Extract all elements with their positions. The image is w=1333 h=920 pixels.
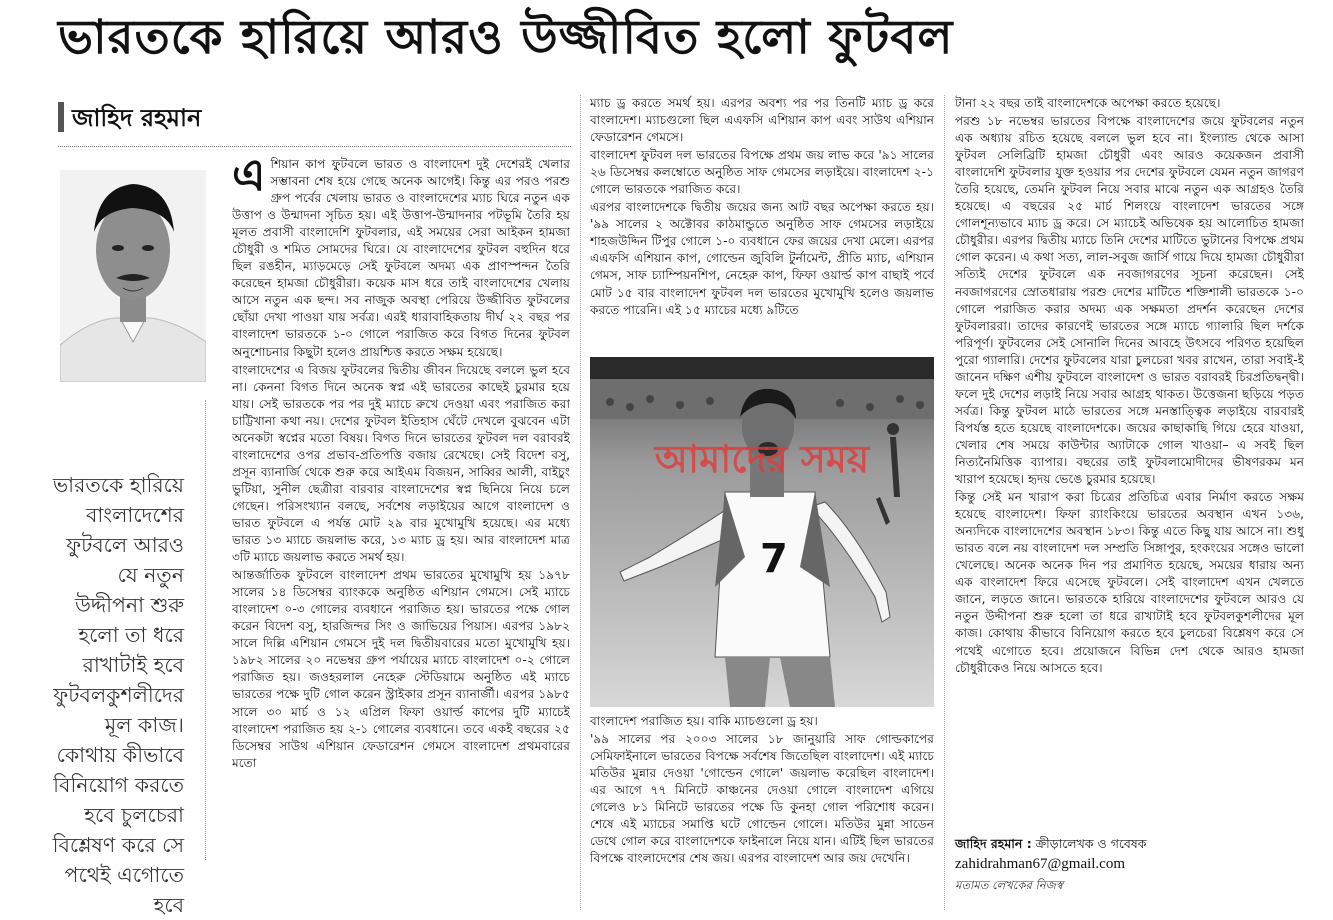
article-column-2 — [590, 95, 934, 355]
column-divider — [944, 95, 945, 910]
article-column-2-continued — [590, 713, 934, 908]
paragraph: কিন্তু সেই মন খারাপ করা চিত্রের প্রতিচিত্র এবার নির্মাণ করতে সক্ষম হয়েছে বাংলাদেশ। ফিফা র‍্যাংকিংয়ে ভারতের অবস্থান এখন ১৩৬, অন্যদিকে বাংলাদেশের অবস্থান ১৮৩। কিন্তু এতে কিছু যায় আসে না। শুধু ভারত বলে নয় বাংলাদেশ দল সম্প্রতি সিঙ্গাপুর, হংকংয়ের সঙ্গেও ভালো খেলেছে। অনেক অনেক দিন পর প্রমাণিত হয়েছে, সময়ের ধারায় অন্য এক বাংলাদেশ ফিরে এসেছে ফুটবলে। সেই বাংলাদেশ এখন খেলতে জানে, লড়তে জানে। ভারতকে হারিয়ে বাংলাদেশের ফুটবলে আরও যে নতুন উদ্দীপনা শুরু হলো তা ধরে রাখাটাই হবে ফুটবলকুশলীদের মূল কাজ। কোথায় কীভাবে বিনিয়োগ করতে হবে চুলচেরা বিশ্লেষণ করে সে পথেই এগোতে হবে। প্রয়োজনে বিভিন্ন দেশ থেকে আরও হামজা চৌধুরীকেও নিয়ে আসতে হবে। — [955, 490, 1304, 675]
paragraph-text: শিয়ান কাপ ফুটবলে ভারত ও বাংলাদেশ দুই দেশেরই খেলার সম্ভাবনা শেষ হয়ে গেছে অনেক আগেই। কিন্তু এর পরও পরশু গ্রুপ পর্বের খেলায় ভারত ও বাংলাদেশের ম্যাচ ঘিরে নতুন এক উত্তাপ ও উন্মাদনা সৃচিত হয়। এই উত্তাপ-উন্মাদনার পটভূমি তৈরি হয় মূলত প্রবাসী বাংলাদেশি ফুটবলার, এই সময়ের সেরা আইকন হামজা চৌধুরী ও শমিত সোমদের ঘিরে। যে বাংলাদেশের ফুটবল বহুদিন ধরে ছিল রঙহীন, ম্যাড়মেড়ে সেই ফুটবলে অদম্য এক প্রাণস্পন্দন তৈরি করেছেন হামজা চৌধুরীরা। কয়েক মাস ধরে তাই বাংলাদেশের খেলায় আসে নতুন এক ছন্দ। সব নাজুক অবস্থা পেরিয়ে উজ্জীবিত ফুটবলের ছোঁয়া দেখা পাওয়া যায় সর্বত্র। এরই ধারাবাহিকতায় দীর্ঘ ২২ বছর পর বাংলাদেশ ভারতকে ১-০ গোলে পরাজিত করে বিগত দিনের ফুটবল অনুশোচনার কিছুটা হলেও প্রায়শ্চিত্ত করতে সক্ষম হয়েছে। — [232, 157, 570, 359]
byline — [58, 100, 298, 136]
paragraph — [232, 156, 570, 361]
article-column-3 — [955, 95, 1304, 823]
article-photo — [590, 357, 934, 707]
paragraph: আন্তর্জাতিক ফুটবলে বাংলাদেশ প্রথম ভারতের মুখোমুখি হয় ১৯৭৮ সালের ১৪ ডিসেম্বর ব্যাংককে অনুষ্ঠিত এশিয়ান গেমসে। সেই ম্যাচে বাংলাদেশ ০-৩ গোলের ব্যবধানে পরাজিত হয়। ভারতের পক্ষে গোল করেন বিদেশ বসু, হারজিন্দর সিং ও জাভিয়ের পিয়াস। এরপর ১৯৮২ সালে দিল্লি এশিয়ান গেমসে দুই দল দ্বিতীয়বারের মতো মুখোমুখি হয়। ১৯৮২ সালের ২০ নভেম্বর গ্রুপ পর্যায়ের ম্যাচে বাংলাদেশ ০-২ গোলে পরাজিত হয়। জওহরলাল নেহেরু স্টেডিয়ামে অনুষ্ঠিত এই ম্যাচে ভারতের পক্ষে দুটি গোল করেন স্ট্রাইকার প্রসূন ব্যানার্জী। এরপর ১৯৮৫ সালে ৩০ মার্চ ও ১২ এপ্রিল ফিফা ওয়ার্ল্ড কাপের দুটি ম্যাচেই বাংলাদেশ পরাজিত হয় ২-১ গোলের ব্যবধানে। তবে একই বছরের ২৫ ডিসেম্বর সাউথ এশিয়ান ফেডারেশন গেমসে বাংলাদেশ প্রথমবারের মতো — [232, 568, 570, 770]
opinion-disclaimer: মতামত লেখকের নিজস্ব — [955, 878, 1063, 892]
column-divider — [580, 95, 581, 910]
author-photo — [60, 170, 206, 382]
paragraph: টানা ২২ বছর তাই বাংলাদেশকে অপেক্ষা করতে হয়েছে। — [955, 96, 1221, 110]
footballer-celebration-image — [590, 357, 934, 707]
watermark-text: আমাদের সময় — [654, 437, 870, 481]
byline-bar — [58, 102, 64, 132]
paragraph: বাংলাদেশ ফুটবল দল ভারতের বিপক্ষে প্রথম জয় লাভ করে '৯১ সালের ২৬ ডিসেম্বর কলম্বোতে অনুষ্ঠিত সাফ গেমসের লড়াইয়ে। বাংলাদেশ ২-১ গোলে ভারতকে পরাজিত করে। — [590, 148, 934, 197]
byline-name: জাহিদ রহমান — [72, 104, 202, 132]
paragraph: বাংলাদেশের এ বিজয় ফুটবলের দ্বিতীয় জীবন দিয়েছে বললে ভুল হবে না। কেননা বিগত দিনে অনেক স্বপ্ন এই ভারতের কাছেই চুরমার হয়ে যায়। সেই ভারতকে পর পর দুই ম্যাচে রুখে দেওয়া এবং পরাজিত করা চাট্টিখানা কথা নয়। দেশের ফুটবল ইতিহাস ঘেঁটে দেখলে বুঝবেন এটা অনেকটা স্বপ্নের মতো বিষয়। বিগত দিনে ভারতের ফুটবল দল বরাবরই বাংলাদেশের ওপর প্রভাব-প্রতিপত্তি বজায় রেখেছে। সেই বিদেশ বসু, প্রসূন ব্যানার্জি থেকে শুরু করে আইএম বিজয়ন, সাব্বির আলী, বাইচুং ভুটিয়া, সুনীল ছেত্রীরা বারবার বাংলাদেশের স্বপ্ন ছিনিয়ে নিয়ে চলে গেছেন। পরিসংখ্যান বলছে, সর্বশেষ লড়াইয়ের আগে বাংলাদেশ ও ভারত ফুটবলে এ পর্যন্ত মোট ২৯ বার মুখোমুখি হয়েছে। এর মধ্যে ভারত ১৩ ম্যাচে জয়লাভ করে, ১৩ ম্যাচ ড্র হয়। আর বাংলাদেশ মাত্র ৩টি ম্যাচে জয়লাভ করতে সমর্থ হয়। — [232, 362, 570, 565]
author-portrait-drawing — [60, 170, 206, 382]
pull-quote: ভারতকে হারিয়ে বাংলাদেশের ফুটবলে আরও যে নতুন উদ্দীপনা শুরু হলো তা ধরে রাখাটাই হবে ফুটবলকুশলীদের মূল কাজ। কোথায় কীভাবে বিনিয়োগ করতে হবে চুলচেরা বিশ্লেষণ করে সে পথেই এগোতে হবে — [52, 473, 184, 917]
drop-cap: এ — [232, 156, 266, 201]
paragraph: পরশু ১৮ নভেম্বর ভারতের বিপক্ষে বাংলাদেশের জয়ে ফুটবলের নতুন এক অধ্যায় রচিত হয়েছে বললে ভুল হবে না। ইংল্যান্ড থেকে আসা ফুটবল সেলিব্রিটি হামজা চৌধুরী এবং আরও কয়েকজন প্রবাসী বাংলাদেশি ফুটবলার যুক্ত হওয়ার পর দেশের ফুটবলে যেমন নতুন জাগরণ তৈরি হয়েছে, তেমনি ফুটবল নিয়ে সবার মাঝে নতুন এক আগ্রহও তৈরি হয়েছে। এ বছরের ২৫ মার্চ শিলংয়ে বাংলাদেশ ভারতের সঙ্গে গোলশূন্যভাবে ম্যাচ ড্র করে। সে ম্যাচেই অভিষেক হয় আলোচিত হামজা চৌধুরীর। এরপর দ্বিতীয় ম্যাচে তিনি দেশের মাটিতে ভুটানের বিপক্ষে প্রথম গোল করেন। এ কথা সত্য, লাল-সবুজ জার্সি গায়ে দিয়ে হামজা চৌধুরীরা সত্যিই দেশের ফুটবলে এক নবজাগরণের সূচনা করেছেন। সেই নবজাগরণের স্রোতধারায় পরশু দেশের মাটিতে শক্তিশালী ভারতকে ১-০ গোলে পরাজিত করার অদম্য এক সক্ষমতা প্রদর্শন করেছেন দেশের ফুটবলাররা। তাদের কারণেই ভারতের সঙ্গে ম্যাচে গ্যালারি ছিল দর্শকে পরিপূর্ণ। ফুটবলের সেই সোনালি দিনের আবহে উৎসবে পরিণত হয়েছিল পুরো গ্যালারি। দেশের ফুটবলের যারা চুলচেরা খবর রাখেন, তারা সবাই-ই জানেন দক্ষিণ এশীয় ফুটবলে বাংলাদেশ ও ভারত বরাবরই চিরপ্রতিদ্বন্দ্বী। ফলে দুই দেশের লড়াই নিয়ে সবার আগ্রহ থাকত। উত্তেজনা ছড়িয়ে পড়ত সর্বত্র। কিন্তু ফুটবল মাঠে ভারতের সঙ্গে মনস্তাত্ত্বিক লড়াইয়ে বারবারই বিপর্যস্ত হতে হয়েছে বাংলাদেশকে। জয়ের কাছাকাছি গিয়ে হেরে যাওয়া, খেলার শেষ সময়ে কাউন্টার অ্যাটাকে গোল খাওয়া– এ সবই ছিল নিত্যনৈমিত্তিক ব্যাপার। বছরের তাই ফুটবলামোদীদের ভীষণরকম মন খারাপ হয়েছে। হৃদয় ভেঙে চুরমার হয়েছে। — [955, 114, 1304, 487]
byline-divider — [58, 146, 571, 147]
paragraph: এরপর বাংলাদেশকে দ্বিতীয় জয়ের জন্য আট বছর অপেক্ষা করতে হয়। '৯৯ সালের ২ অক্টোবর কাঠমান্ডুতে অনুষ্ঠিত সাফ গেমসের লড়াইয়ে শাহজউদ্দিন টিপুর গোলে ১-০ ব্যবধানে ফের জয়ের দেখা মেলে। এরপর এএফসি এশিয়ান কাপ, গোল্ডেন জুবিলি টুর্নামেন্ট, প্রীতি ম্যাচ, এশিয়ান গেমস, সাফ চ্যাম্পিয়নশিপ, নেহেরু কাপ, ফিফা ওয়ার্ল্ড কাপ বাছাই পর্বে মোট ১৫ বার বাংলাদেশ ফুটবল দল ভারতের মুখোমুখি হলেও জয়লাভ করতে পারেনি। এই ১৫ ম্যাচের মধ্যে ৯টিতে — [590, 200, 934, 317]
author-email: zahidrahman67@gmail.com — [955, 856, 1126, 872]
headline: ভারতকে হারিয়ে আরও উজ্জীবিত হলো ফুটবল — [58, 10, 954, 65]
paragraph: ম্যাচ ড্র করতে সমর্থ হয়। এরপর অবশ্য পর পর তিনটি ম্যাচ ড্র করে বাংলাদেশ। ম্যাচগুলো ছিল এএফসি এশিয়ান কাপ এবং সাউথ এশিয়ান ফেডারেশন গেমসে। — [590, 96, 934, 145]
jersey-number: 7 — [760, 536, 788, 582]
paragraph: '৯৯ সালের পর ২০০৩ সালের ১৮ জানুয়ারি সাফ গোল্ডকাপের সেমিফাইনালে ভারতের বিপক্ষে সর্বশেষ জিতেছিল বাংলাদেশ। এই ম্যাচে মতিউর মুন্নার দেওয়া 'গোল্ডেন গোলে' জয়লাভ করেছিল বাংলাদেশ। এর আগে ৭৭ মিনিটে কাঞ্চনের দেওয়া গোলে বাংলাদেশ এগিয়ে গেলেও ৮১ মিনিটে ভারতের পক্ষে ডি কুনহা গোল পরিশোধ করেন। শেষে এই ম্যাচের সমাপ্তি ঘটে গোল্ডেন গোলে। মতিউর মুন্না সাডেন ডেথে গোল করে বাংলাদেশকে ফাইনালে নিয়ে যান। এটিই ছিল ভারতের বিপক্ষে বাংলাদেশের শেষ জয়। এরপর বাংলাদেশ আর জয় দেখেনি। — [590, 732, 934, 866]
pull-quote-rule — [205, 400, 206, 860]
paragraph: বাংলাদেশ পরাজিত হয়। বাকি ম্যাচগুলো ড্র হয়। — [590, 714, 818, 728]
author-role: ক্রীড়ালেখক ও গবেষক — [1035, 836, 1147, 851]
author-signature — [955, 835, 1305, 875]
author-credit — [955, 835, 1305, 853]
author-name: জাহিদ রহমান : — [955, 836, 1032, 851]
article-column-1 — [232, 156, 570, 908]
